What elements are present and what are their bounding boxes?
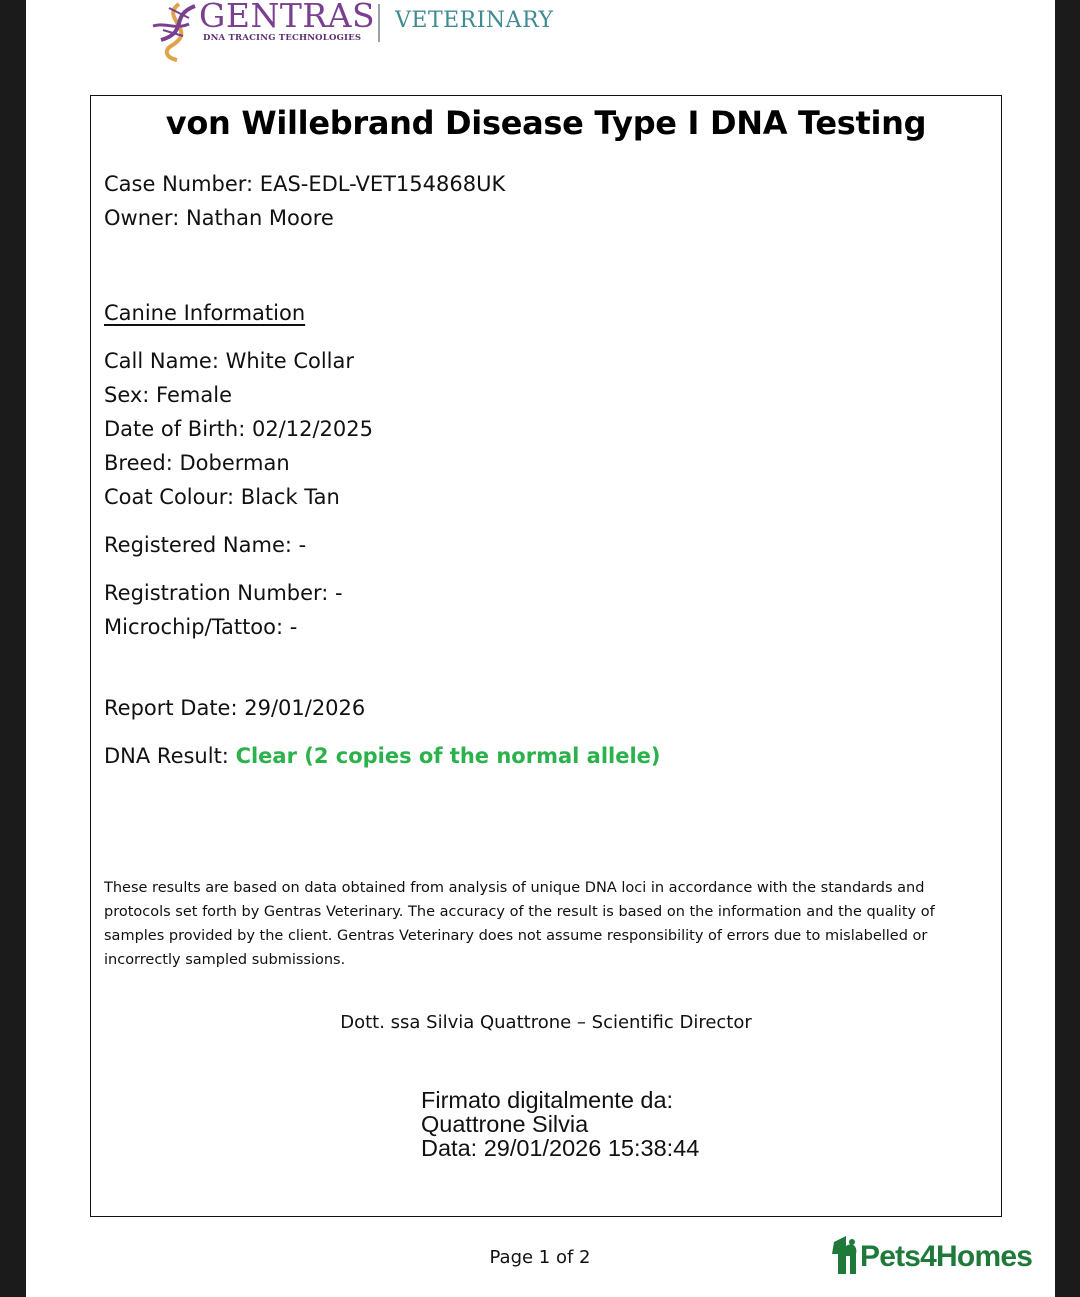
digital-signature (421, 1088, 699, 1160)
scientific-director: Dott. ssa Silvia Quattrone – Scientific Director (340, 1012, 752, 1033)
signature-line-2: Quattrone Silvia (421, 1111, 589, 1137)
signature-line-1: Firmato digitalmente da: (421, 1087, 674, 1113)
disclaimer-text: These results are based on data obtained from analysis of unique DNA loci in accordance with the standards and protocols set forth by Gentras Veterinary. The accuracy of the result is based on the information and the quality of samples provided by the client. Gentras Veterinary does not assume responsibility of errors due to mislabelled or incorrectly sampled submissions. (104, 880, 935, 968)
breed: Breed: Doberman (104, 451, 290, 475)
owner: Owner: Nathan Moore (104, 206, 334, 230)
brand-name: GENTRAS (199, 0, 376, 35)
gentras-veterinary-logo (149, 0, 569, 64)
document-page (26, 0, 1055, 1297)
dna-result-value: Clear (2 copies of the normal allele) (235, 744, 661, 768)
registration-number: Registration Number: - (104, 581, 343, 605)
case-number: Case Number: EAS-EDL-VET154868UK (104, 172, 506, 196)
pets4homes-watermark (828, 1234, 1042, 1278)
dna-result-label: DNA Result: (104, 744, 236, 768)
pets4homes-text: Pets4Homes (860, 1240, 1033, 1273)
date-of-birth: Date of Birth: 02/12/2025 (104, 417, 373, 441)
signature-line-3: Data: 29/01/2026 15:38:44 (421, 1135, 700, 1161)
page-number: Page 1 of 2 (489, 1247, 591, 1268)
pets4homes-logo-icon (828, 1236, 860, 1274)
report-title: von Willebrand Disease Type I DNA Testing (165, 104, 927, 142)
coat-colour: Coat Colour: Black Tan (104, 485, 340, 509)
registered-name: Registered Name: - (104, 533, 307, 557)
section-heading-canine-information: Canine Information (104, 301, 306, 325)
viewer-edge (1055, 0, 1080, 1297)
logo-divider (378, 4, 380, 42)
brand-tagline: DNA TRACING TECHNOLOGIES (203, 33, 362, 43)
microchip-tattoo: Microchip/Tattoo: - (104, 615, 298, 639)
division-name: VETERINARY (395, 8, 554, 33)
dna-result (104, 744, 661, 768)
sex: Sex: Female (104, 383, 232, 407)
report-box (90, 95, 1002, 1217)
call-name: Call Name: White Collar (104, 349, 355, 373)
report-date: Report Date: 29/01/2026 (104, 696, 366, 720)
